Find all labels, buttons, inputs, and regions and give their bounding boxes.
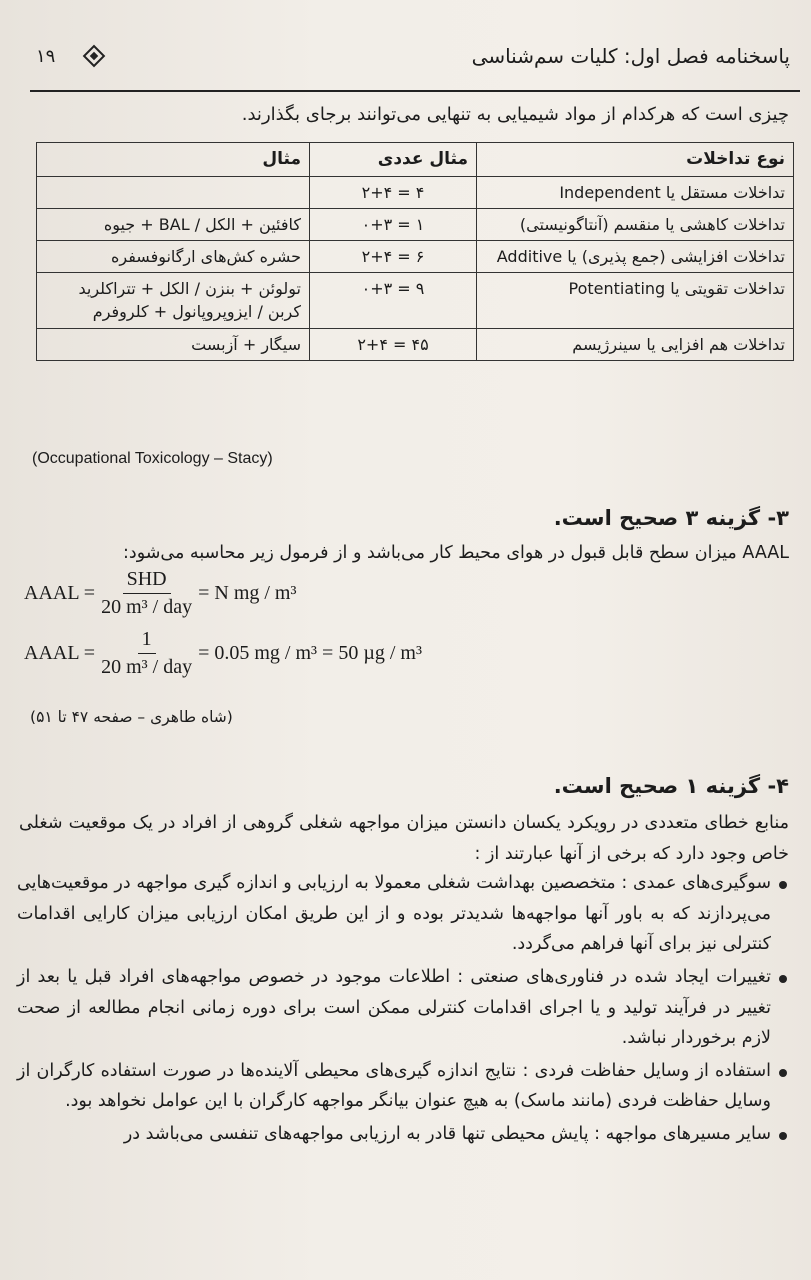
formula-2-lhs: AAAL = bbox=[24, 642, 96, 664]
list-item: سایر مسیرهای مواجهه : پایش محیطی تنها قادر به ارزیابی مواجهه‌های تنفسی می‌باشد در bbox=[17, 1119, 789, 1150]
formula-1-numerator: SHD bbox=[123, 568, 171, 594]
formula-1 bbox=[24, 568, 296, 619]
table-cell: تداخلات کاهشی یا منقسم (آنتاگونیستی) bbox=[477, 208, 794, 240]
table-row bbox=[37, 176, 794, 208]
table-cell bbox=[37, 176, 310, 208]
table-cell: حشره کش‌های ارگانوفسفره bbox=[37, 241, 310, 273]
table-cell: کافئین + الکل / BAL + جیوه bbox=[37, 208, 310, 240]
table-row bbox=[37, 328, 794, 360]
table-row bbox=[37, 208, 794, 240]
formula-2-denominator: 20 m³ / day bbox=[101, 656, 193, 678]
chapter-title: پاسخنامه فصل اول: کلیات سم‌شناسی bbox=[471, 44, 790, 68]
table-cell: تولوئن + بنزن / الکل + تتراکلرید کربن / ایزوپروپانول + کلروفرم bbox=[37, 273, 310, 328]
answer-4-heading: ۴- گزینه ۱ صحیح است. bbox=[553, 774, 789, 798]
table-cell: سیگار + آزبست bbox=[37, 328, 310, 360]
table-cell: ۱ = ۰+۳ bbox=[310, 208, 477, 240]
answer-3-text: AAAL میزان سطح قابل قبول در هوای محیط کار می‌باشد و از فرمول زیر محاسبه می‌شود: bbox=[123, 543, 789, 563]
table-source: (Occupational Toxicology – Stacy) bbox=[32, 450, 273, 467]
table-row bbox=[37, 241, 794, 273]
table-cell: ۴۵ = ۲+۴ bbox=[310, 328, 477, 360]
answer-4-text: منابع خطای متعددی در رویکرد یکسان دانستن میزان مواجهه شغلی گروهی از افراد در یک موقعیت شغلی خاص وجود دارد که برخی از آنها عبارتند از : bbox=[19, 813, 789, 864]
table-cell: ۹ = ۰+۳ bbox=[310, 273, 477, 328]
table-header: مثال عددی bbox=[310, 143, 477, 177]
formula-1-lhs: AAAL = bbox=[24, 582, 96, 604]
formula-1-fraction bbox=[101, 568, 192, 619]
formula-2-rhs: = 0.05 mg / m³ = 50 µg / m³ bbox=[198, 642, 422, 664]
answer-3-heading: ۳- گزینه ۳ صحیح است. bbox=[553, 506, 789, 530]
table-cell: ۴ = ۲+۴ bbox=[310, 176, 477, 208]
formula-2-fraction bbox=[101, 628, 192, 679]
formula-2-numerator: 1 bbox=[138, 628, 156, 654]
table-cell: تداخلات مستقل یا Independent bbox=[477, 176, 794, 208]
answer-4-list bbox=[17, 868, 789, 1152]
list-item: تغییرات ایجاد شده در فناوری‌های صنعتی : اطلاعات موجود در خصوص مواجهه‌های افراد قبل یا بعد از تغییر در فرآیند تولید و یا اجرای اقدامات کنترلی ممکن است برای دوره زمانی انجام مطالعه از صحت لازم برخوردار نباشد. bbox=[17, 962, 789, 1054]
table-header: نوع تداخلات bbox=[477, 143, 794, 177]
table-cell: تداخلات هم افزایی یا سینرژیسم bbox=[477, 328, 794, 360]
list-item: استفاده از وسایل حفاظت فردی : نتایج اندازه گیری‌های محیطی آلاینده‌ها در صورت استفاده کارگران از وسایل حفاظت فردی (مانند ماسک) به هیچ عنوان بیانگر مواجهه کارگران با این عوامل نخواهد بود. bbox=[17, 1056, 789, 1117]
intro-text: چیزی است که هرکدام از مواد شیمیایی به تنهایی می‌توانند برجای بگذارند. bbox=[241, 104, 789, 125]
list-item: سوگیری‌های عمدی : متخصصین بهداشت شغلی معمولا به ارزیابی و اندازه گیری مواجهه در موقعیت‌هایی می‌پردازند که به باور آنها مواجهه‌ها شدیدتر بوده و از این طریق امکان ارزیابی میزان کارایی اقدامات کنترلی نیز برای آنها فراهم می‌گردد. bbox=[17, 868, 789, 960]
answer-3-reference: (شاه طاهری – صفحه ۴۷ تا ۵۱) bbox=[30, 708, 233, 726]
interactions-table bbox=[36, 142, 794, 361]
table-cell: تداخلات افزایشی (جمع پذیری) یا Additive bbox=[477, 241, 794, 273]
table-row bbox=[37, 273, 794, 328]
table-header-row bbox=[37, 143, 794, 177]
formula-1-rhs: = N mg / m³ bbox=[198, 582, 297, 604]
formula-2 bbox=[24, 628, 422, 679]
formula-1-denominator: 20 m³ / day bbox=[101, 596, 193, 618]
table-cell: تداخلات تقویتی یا Potentiating bbox=[477, 273, 794, 328]
table-cell: ۶ = ۲+۴ bbox=[310, 241, 477, 273]
page-number: ۱۹ bbox=[36, 46, 56, 67]
table-header: مثال bbox=[37, 143, 310, 177]
diamond-icon bbox=[83, 45, 106, 68]
page-header bbox=[30, 38, 800, 92]
